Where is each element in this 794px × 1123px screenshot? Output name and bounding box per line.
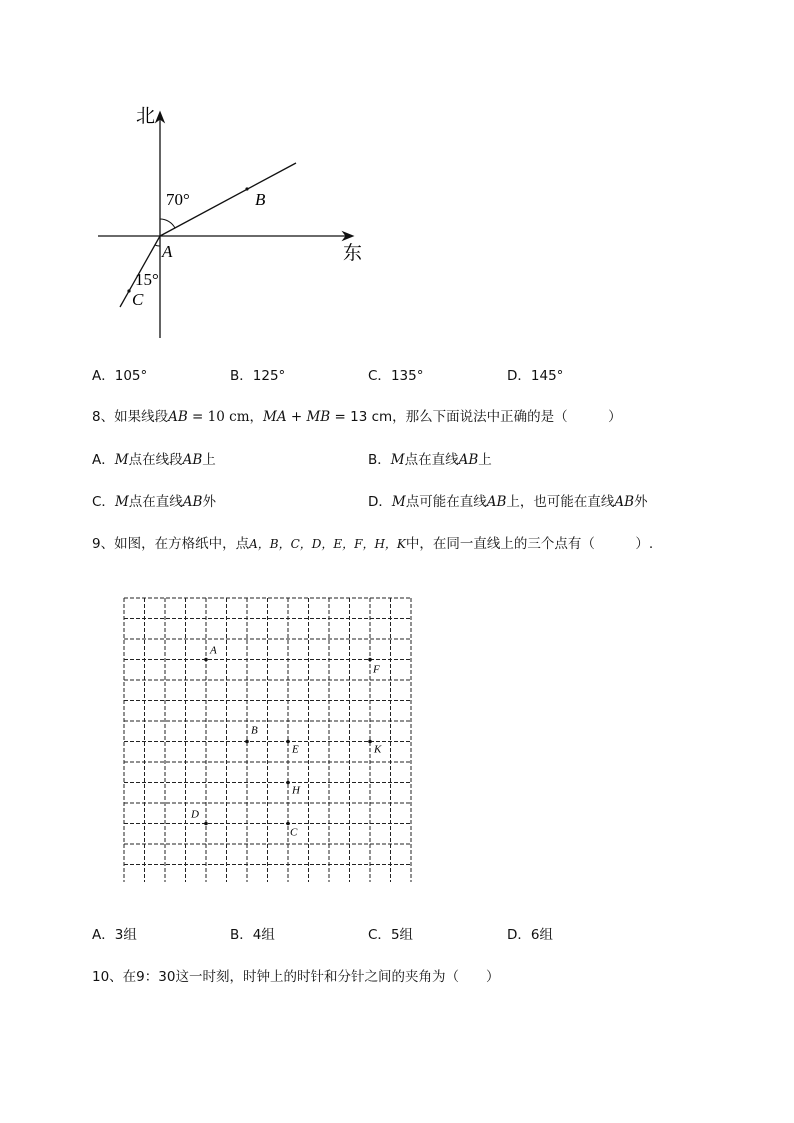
grid-point-b (245, 740, 249, 744)
option-letter: A． (92, 452, 115, 468)
option-ab2: AB (614, 494, 635, 510)
grid-point-label-k: K (374, 743, 382, 756)
grid-point-d (204, 822, 208, 826)
compass-figure (90, 95, 380, 345)
point-b-dot (245, 187, 248, 190)
label-point-a: A (162, 242, 173, 261)
option-m: M (114, 494, 129, 510)
option-text: 135° (390, 368, 424, 384)
option-ab: AB (182, 452, 203, 468)
grid-point-label-h: H (292, 784, 300, 797)
option-text: 6组 (530, 927, 553, 943)
option-end: 上 (202, 452, 216, 468)
q8-option-b (368, 451, 492, 469)
q9-option-d (507, 926, 553, 944)
label-point-c: C (132, 290, 144, 309)
option-letter: D． (368, 494, 392, 510)
q8-option-c (92, 493, 216, 511)
angle-arc-70 (160, 219, 175, 228)
option-letter: D． (507, 368, 531, 384)
option-m: M (114, 452, 129, 468)
option-end: 上 (478, 452, 492, 468)
option-text: 3组 (114, 927, 137, 943)
q8-option-d (368, 493, 648, 511)
grid-figure (118, 592, 418, 882)
grid-point-label-b: B (251, 724, 258, 737)
q8-plus: + (286, 409, 307, 425)
angle-arc-15 (155, 245, 160, 246)
option-text: 5组 (390, 927, 414, 943)
grid-point-c (286, 822, 290, 826)
q8-option-a (92, 451, 216, 469)
q9-post: 中，在同一直线上的三个点有（ ）. (405, 536, 654, 552)
q7-option-c (368, 367, 423, 385)
option-mid: 点在直线 (128, 494, 183, 510)
q9-points: A，B，C，D，E，F，H，K (249, 537, 406, 551)
grid-point-k (368, 740, 372, 744)
grid-point-label-c: C (290, 826, 298, 839)
option-mid: 点在线段 (128, 452, 183, 468)
option-ab: AB (486, 494, 507, 510)
q9-option-b (230, 926, 275, 944)
q9-pre: 9、如图，在方格纸中，点 (92, 536, 250, 552)
label-east: 东 (343, 242, 363, 264)
q8-mb: MB (306, 409, 331, 425)
label-angle-15: 15° (135, 270, 159, 289)
option-letter: C． (368, 927, 391, 943)
option-letter: B． (368, 452, 391, 468)
q10-stem: 10、在9：30这一时刻，时钟上的时针和分针之间的夹角为（ ） (92, 969, 500, 985)
option-letter: C． (92, 494, 115, 510)
option-text: 125° (252, 368, 286, 384)
q8-ab: AB (168, 409, 188, 425)
option-ab: AB (182, 494, 203, 510)
q7-option-d (507, 367, 563, 385)
option-end2: 外 (634, 494, 648, 510)
option-letter: A． (92, 927, 115, 943)
q8-number: 8、 (92, 409, 115, 425)
option-ab: AB (458, 452, 479, 468)
option-letter: D． (507, 927, 531, 943)
grid-point-a (204, 658, 208, 662)
option-m: M (390, 452, 405, 468)
q8-stem (92, 408, 622, 426)
grid-point-label-e: E (292, 743, 299, 756)
q8-pre: 如果线段 (114, 409, 169, 425)
q7-option-b (230, 367, 285, 385)
q9-option-a (92, 926, 137, 944)
label-point-b: B (255, 190, 266, 209)
q8-ma: MA (263, 409, 287, 425)
option-end: 外 (202, 494, 216, 510)
option-end: 上，也可能在直线 (506, 494, 615, 510)
option-text: 145° (530, 368, 564, 384)
option-letter: B． (230, 927, 253, 943)
grid-point-label-f: F (373, 663, 380, 676)
q8-eq2: = 13 cm，那么下面说法中正确的是（ ） (330, 409, 622, 425)
grid-point-e (286, 740, 290, 744)
grid-point-label-d: D (191, 808, 199, 821)
label-angle-70: 70° (166, 190, 190, 209)
option-mid: 点可能在直线 (405, 494, 487, 510)
q8-eq1: = 10 cm， (187, 409, 263, 425)
option-letter: A． (92, 368, 115, 384)
option-letter: C． (368, 368, 391, 384)
q9-option-c (368, 926, 413, 944)
option-letter: B． (230, 368, 253, 384)
label-north: 北 (136, 105, 156, 127)
option-text: 105° (114, 368, 148, 384)
option-text: 4组 (252, 927, 275, 943)
option-mid: 点在直线 (404, 452, 459, 468)
q9-stem (92, 535, 653, 553)
grid-point-h (286, 781, 290, 785)
grid-point-label-a: A (210, 644, 217, 657)
q7-option-a (92, 367, 147, 385)
point-c-dot (127, 289, 130, 292)
option-m: M (391, 494, 406, 510)
grid-point-f (368, 658, 372, 662)
